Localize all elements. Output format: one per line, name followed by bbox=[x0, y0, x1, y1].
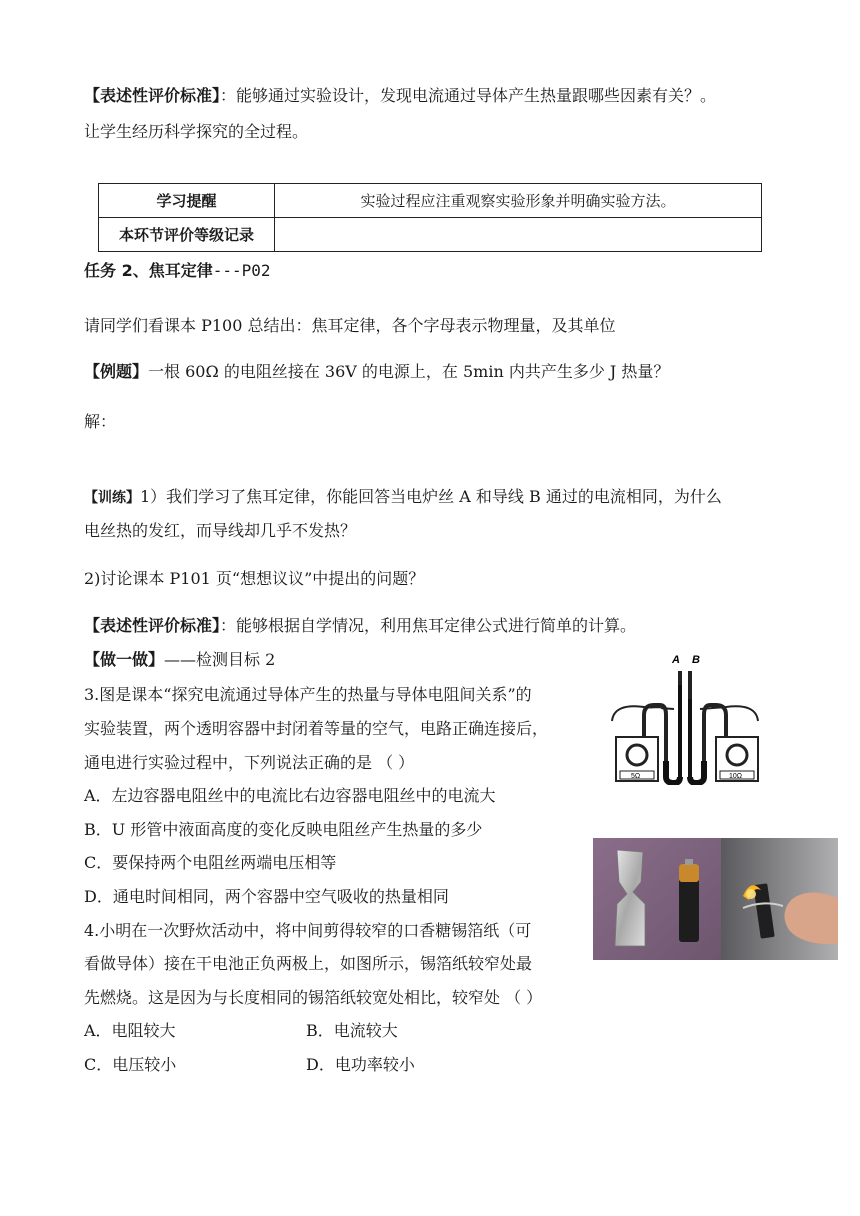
foil-battery-photo bbox=[593, 838, 838, 960]
q3-option-b: B．U 形管中液面高度的变化反映电阻丝产生热量的多少 bbox=[84, 820, 483, 839]
label-b: B bbox=[692, 654, 700, 666]
task-2-heading bbox=[84, 258, 271, 281]
practice-label: 【做一做】 bbox=[84, 650, 165, 669]
q3-option-c: C．要保持两个电阻丝两端电压相等 bbox=[84, 853, 337, 872]
task-2-title: 任务 2、焦耳定律 bbox=[84, 261, 213, 280]
table-value: 实验过程应注重观察实验形象并明确实验方法。 bbox=[275, 184, 762, 218]
training-label: 【训练】 bbox=[84, 490, 140, 506]
eval-standard-2 bbox=[84, 613, 636, 636]
left-resistor-label: 5Ω bbox=[631, 773, 641, 780]
table-row bbox=[99, 184, 762, 218]
q4-option-a: A．电阻较大 bbox=[84, 1021, 176, 1040]
q3-option-a: A．左边容器电阻丝中的电流比右边容器电阻丝中的电流大 bbox=[84, 786, 496, 805]
q3-line3: 通电进行实验过程中，下列说法正确的是 （ ） bbox=[84, 753, 415, 772]
q4-line3: 先燃烧。这是因为与长度相同的锡箔纸较宽处相比，较窄处 （ ） bbox=[84, 988, 543, 1007]
table-key: 学习提醒 bbox=[99, 184, 275, 218]
eval-label: 【表述性评价标准】 bbox=[84, 86, 221, 105]
label-a: A bbox=[672, 654, 680, 666]
reminder-table bbox=[98, 183, 762, 252]
eval-label: 【表述性评价标准】 bbox=[84, 616, 221, 635]
training-q1-line2: 电丝热的发红，而导线却几乎不发热？ bbox=[84, 521, 357, 540]
solution-label: 解： bbox=[84, 412, 117, 431]
q3-line1: 3.图是课本“探究电流通过导体产生的热量与导体电阻间关系”的 bbox=[84, 685, 532, 704]
q3-line2: 实验装置，两个透明容器中封闭着等量的空气，电路正确连接后， bbox=[84, 719, 549, 738]
example-text: 一根 60Ω 的电阻丝接在 36V 的电源上，在 5min 内共产生多少 J 热量？ bbox=[148, 362, 670, 381]
training-q2: 2)讨论课本 P101 页“想想议议”中提出的问题？ bbox=[84, 569, 425, 588]
eval-standard-1 bbox=[84, 83, 716, 106]
q3-option-d: D．通电时间相同，两个容器中空气吸收的热量相同 bbox=[84, 887, 449, 906]
table-value bbox=[275, 218, 762, 252]
example-label: 【例题】 bbox=[84, 362, 149, 381]
q4-line2: 看做导体）接在干电池正负两极上，如图所示，锡箔纸较窄处最 bbox=[84, 954, 533, 973]
q4-line1: 4.小明在一次野炊活动中，将中间剪得较窄的口香糖锡箔纸（可 bbox=[84, 921, 532, 940]
training-q1-line1 bbox=[84, 484, 722, 507]
example-problem bbox=[84, 359, 669, 382]
q4-option-b: B．电流较大 bbox=[306, 1021, 398, 1040]
training-text: 1）我们学习了焦耳定律，你能回答当电炉丝 A 和导线 B 通过的电流相同，为什么 bbox=[140, 487, 722, 506]
practice-heading bbox=[84, 647, 275, 670]
right-resistor-label: 10Ω bbox=[729, 773, 743, 780]
eval-text: ：能够根据自学情况，利用焦耳定律公式进行简单的计算。 bbox=[220, 616, 637, 635]
u-tube-apparatus-figure bbox=[604, 651, 766, 785]
instruction-text: 请同学们看课本 P100 总结出：焦耳定律，各个字母表示物理量，及其单位 bbox=[84, 316, 616, 335]
task-2-suffix: ---P02 bbox=[212, 261, 271, 280]
table-key: 本环节评价等级记录 bbox=[99, 218, 275, 252]
practice-text: ——检测目标 2 bbox=[164, 650, 276, 669]
eval-text: ：能够通过实验设计，发现电流通过导体产生热量跟哪些因素有关？。 bbox=[220, 86, 717, 105]
q4-option-c: C．电压较小 bbox=[84, 1055, 177, 1074]
q4-option-d: D．电功率较小 bbox=[306, 1055, 415, 1074]
eval-standard-1-line2: 让学生经历科学探究的全过程。 bbox=[84, 122, 309, 141]
table-row bbox=[99, 218, 762, 252]
